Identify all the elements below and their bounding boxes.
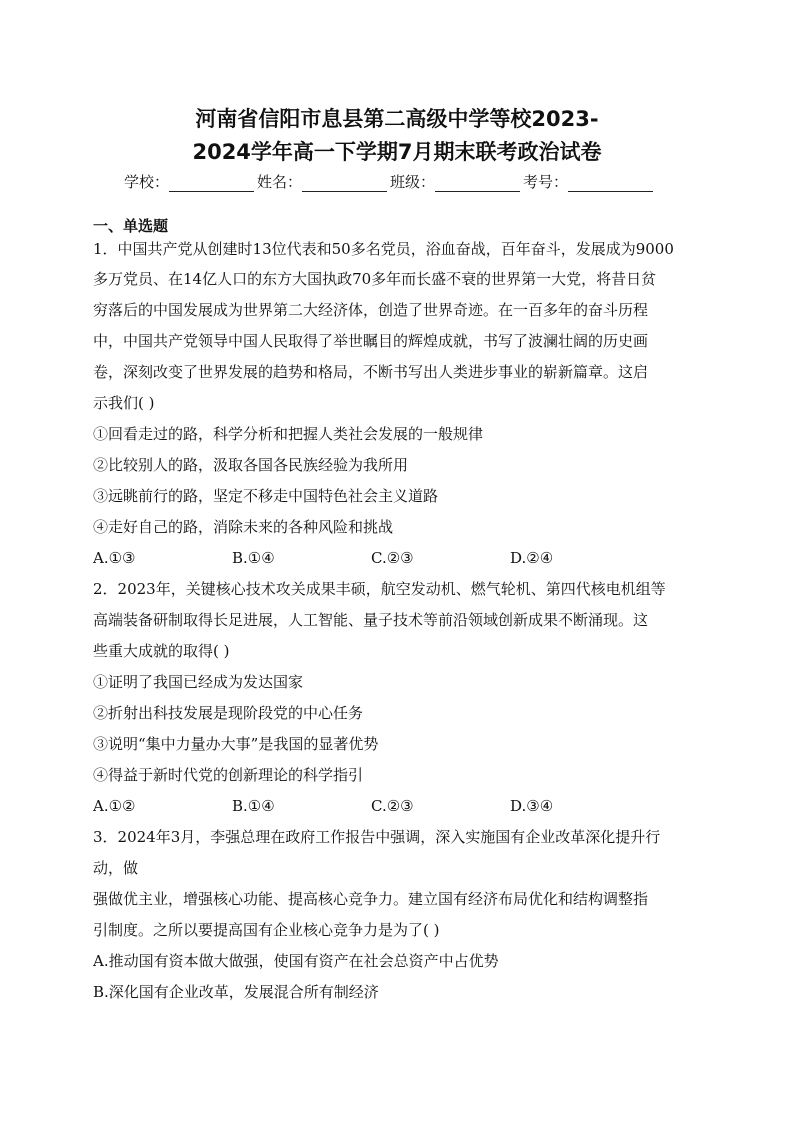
class-field — [390, 171, 523, 192]
q3-stem-line: 动，做 — [93, 859, 139, 877]
exam-number-blank[interactable] — [568, 175, 653, 192]
q2-option-d[interactable]: D.③④ — [510, 797, 554, 815]
exam-number-field — [523, 171, 656, 192]
q2-statement: ④得益于新时代党的创新理论的科学指引 — [93, 766, 364, 784]
q2-statement: ②折射出科技发展是现阶段党的中心任务 — [93, 704, 364, 722]
q1-statement: ②比较别人的路，汲取各国各民族经验为我所用 — [93, 456, 409, 474]
section-title: 一、单选题 — [93, 217, 169, 235]
name-label: 姓名： — [257, 173, 303, 191]
q2-option-a[interactable]: A.①② — [93, 797, 136, 815]
exam-title-line-1: 河南省信阳市息县第二高级中学等校2023- — [195, 107, 599, 131]
q1-stem-line: 多万党员、在14亿人口的东方大国执政70多年而长盛不衰的世界第一大党，将昔日贫 — [93, 270, 657, 288]
q1-statement: ①回看走过的路，科学分析和把握人类社会发展的一般规律 — [93, 425, 484, 443]
q3-option-a[interactable]: A.推动国有资本做大做强，使国有资产在社会总资产中占优势 — [93, 952, 499, 970]
q1-stem-line: 穷落后的中国发展成为世界第二大经济体，创造了世界奇迹。在一百多年的奋斗历程 — [93, 301, 649, 319]
school-blank[interactable] — [169, 175, 254, 192]
q2-statement: ③说明“集中力量办大事”是我国的显著优势 — [93, 735, 379, 753]
q2-stem-line: 些重大成就的取得( ) — [93, 642, 230, 660]
q2-option-b[interactable]: B.①④ — [232, 797, 275, 815]
q1-option-d[interactable]: D.②④ — [510, 549, 554, 567]
q1-stem-line: 中，中国共产党领导中国人民取得了举世瞩目的辉煌成就，书写了波澜壮阔的历史画 — [93, 332, 649, 350]
q2-stem-line: 2．2023年，关键核心技术攻关成果丰硕，航空发动机、燃气轮机、第四代核电机组等 — [93, 580, 666, 598]
exam-title-line-2: 2024学年高一下学期7月期末联考政治试卷 — [192, 140, 602, 164]
q1-stem-line: 示我们( ) — [93, 394, 155, 412]
q1-stem-line: 1．中国共产党从创建时13位代表和50多名党员，浴血奋战，百年奋斗，发展成为9000 — [93, 240, 674, 258]
q3-stem-line: 3．2024年3月，李强总理在政府工作报告中强调，深入实施国有企业改革深化提升行 — [93, 828, 661, 846]
q3-stem-line: 强做优主业，增强核心功能、提高核心竞争力。建立国有经济布局优化和结构调整指 — [93, 890, 649, 908]
exam-number-label: 考号： — [523, 173, 569, 191]
q2-statement: ①证明了我国已经成为发达国家 — [93, 673, 304, 691]
q1-option-c[interactable]: C.②③ — [371, 549, 414, 567]
q1-statement: ③远眺前行的路，坚定不移走中国特色社会主义道路 — [93, 487, 439, 505]
q1-stem-line: 卷，深刻改变了世界发展的趋势和格局，不断书写出人类进步事业的崭新篇章。这启 — [93, 363, 649, 381]
q2-stem-line: 高端装备研制取得长足进展，人工智能、量子技术等前沿领域创新成果不断涌现。这 — [93, 611, 649, 629]
school-field — [124, 171, 257, 192]
school-label: 学校： — [124, 173, 170, 191]
q1-statement: ④走好自己的路，消除未来的各种风险和挑战 — [93, 518, 394, 536]
q1-option-a[interactable]: A.①③ — [93, 549, 136, 567]
class-blank[interactable] — [435, 175, 520, 192]
q2-option-c[interactable]: C.②③ — [371, 797, 414, 815]
q3-stem-line: 引制度。之所以要提高国有企业核心竞争力是为了( ) — [93, 921, 440, 939]
q1-option-b[interactable]: B.①④ — [232, 549, 275, 567]
student-info-row — [124, 171, 656, 192]
q3-option-b[interactable]: B.深化国有企业改革，发展混合所有制经济 — [93, 983, 379, 1001]
name-blank[interactable] — [302, 175, 387, 192]
class-label: 班级： — [390, 173, 436, 191]
name-field — [257, 171, 390, 192]
